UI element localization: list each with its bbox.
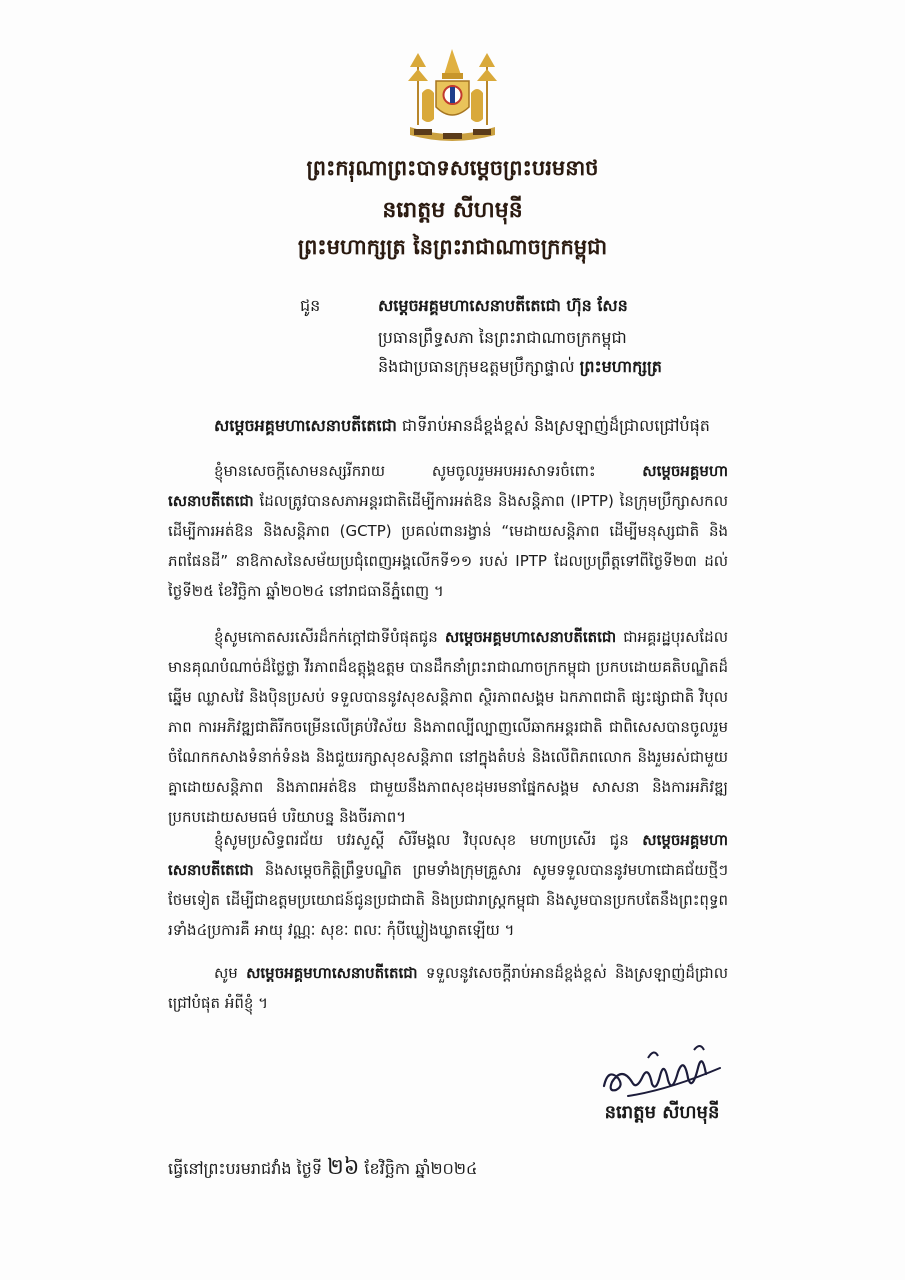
para2-honorific: សម្តេចអគ្គមហាសេនាបតីតេជោ	[444, 628, 617, 646]
para2-rest: ជាអគ្គរដ្ឋបុរសដែលមានគុណបំណាច់ដ៏ថ្លៃថ្លា វីរភាពដ៏ឧត្តុង្គឧត្តម បានដឹកនាំព្រះរាជាណាចក្រកម្ពុជា ប្រកបដោយគតិបណ្ឌិតដ៏ឆ្នើម ឈ្លាសវៃ និងប៉ិនប្រសប់ ទទួលបាននូវសុខសន្តិភាព ស្ថិរភាពសង្គម ឯកភាពជាតិ ផ្សះផ្សាជាតិ វិបុលភាព ការអភិវឌ្ឍជាតិរីកចម្រើនលើគ្រប់វិស័យ និងភាពល្បីល្បាញលើឆាកអន្តរជាតិ ជាពិសេសបានចូលរួមចំណែកកសាងទំនាក់ទំនង និងជួយរក្សាសុខសន្តិភាព នៅក្នុងតំបន់ និងលើពិភពលោក និងរួមរស់ជាមួយគ្នាដោយសន្តិភាព និងភាពអត់ឱន ជាមួយនឹងភាពសុខដុមរមនាផ្នែកសង្គម សាសនា និងការអភិវឌ្ឍប្រកបដោយសមធម៌ បរិយាបន្ន និងចីរភាព។	[168, 628, 728, 826]
to-label: ជូន	[300, 296, 321, 315]
paragraph-3	[168, 825, 728, 945]
paragraph-1	[168, 456, 728, 606]
place-date-suffix: ខែវិច្ឆិកា ឆ្នាំ២០២៤	[364, 1159, 478, 1178]
king-name: នរោត្តម សីហមុនី	[382, 198, 523, 223]
salutation-rest: ជាទីរាប់អានដ៏ខ្ពង់ខ្ពស់ និងស្រឡាញ់ដ៏ជ្រាលជ្រៅបំផុត	[401, 416, 710, 435]
para3-honorific: សម្តេចអគ្គមហាសេនាបតីតេជោ	[168, 831, 728, 879]
handwritten-signature	[598, 1038, 728, 1100]
paragraph-4	[168, 958, 728, 1020]
para3-rest: និងសម្តេចកិត្តិព្រឹទ្ធបណ្ឌិត ព្រមទាំងក្រុមគ្រួសារ សូមទទួលបាននូវមហាជោគជ័យថ្មីៗ ថែមទៀត ដើម្បីជាឧត្តមប្រយោជន៍ជូនប្រជាជាតិ និងប្រជារាស្ត្រកម្ពុជា និងសូមបានប្រកបតែនឹងព្រះពុទ្ធពរទាំង៤ប្រការគឺ អាយុ វណ្ណៈ សុខៈ ពលៈ កុំបីឃ្លៀងឃ្លាតឡើយ ។	[168, 861, 728, 939]
addressee-position2-prefix: និងជាប្រធានក្រុមឧត្តមប្រឹក្សាផ្ទាល់	[378, 357, 575, 376]
para4-honorific: សម្តេចអគ្គមហាសេនាបតីតេជោ	[246, 964, 418, 982]
salutation	[214, 415, 710, 439]
royal-emblem-icon	[400, 45, 505, 145]
addressee-position1: ប្រធានព្រឹទ្ធសភា នៃព្រះរាជាណាចក្រកម្ពុជា	[378, 328, 627, 347]
paragraph-2	[168, 622, 728, 827]
king-title-line1: ព្រះករុណាព្រះបាទសម្តេចព្រះបរមនាថ	[306, 156, 599, 180]
para1-intro: ខ្ញុំមានសេចក្តីសោមនស្សរីករាយ សូមចូលរួមអបអរសាទរចំពោះ	[214, 462, 596, 480]
para2-intro: ខ្ញុំសូមកោតសរសើរដ៏កក់ក្តៅជាទីបំផុតជូន	[214, 628, 438, 646]
para4-rest: ទទួលនូវសេចក្តីរាប់អានដ៏ខ្ពង់ខ្ពស់ និងស្រឡាញ់ដ៏ជ្រាលជ្រៅបំផុត អំពីខ្ញុំ ។	[168, 964, 728, 1012]
salutation-name: សម្តេចអគ្គមហាសេនាបតីតេជោ	[214, 416, 397, 435]
place-date-day: ២៦	[327, 1155, 360, 1180]
addressee-position2-bold: ព្រះមហាក្សត្រ	[579, 357, 662, 376]
king-title-line3: ព្រះមហាក្សត្រ នៃព្រះរាជាណាចក្រកម្ពុជា	[297, 235, 608, 259]
place-date	[168, 1153, 477, 1185]
para1-honorific: សម្តេចអគ្គមហាសេនាបតីតេជោ	[168, 462, 728, 510]
addressee-position2	[378, 356, 662, 380]
para1-rest: ដែលត្រូវបានសភាអន្តរជាតិដើម្បីការអត់ឱន និងសន្តិភាព (IPTP) នៃក្រុមប្រឹក្សាសកលដើម្បីការអត់ឱន និងសន្តិភាព (GCTP) ប្រគល់ពានរង្វាន់ “មេដាយសន្តិភាព ដើម្បីមនុស្សជាតិ និងភពផែនដី” នាឱកាសនៃសម័យប្រជុំពេញអង្គលើកទី១១ របស់ IPTP ដែលប្រព្រឹត្តទៅពីថ្ងៃទី២៣ ដល់ថ្ងៃទី២៥ ខែវិច្ឆិកា ឆ្នាំ២០២៤ នៅរាជធានីភ្នំពេញ ។	[168, 492, 728, 600]
signer-name: នរោត្តម សីហមុនី	[604, 1102, 720, 1123]
place-date-prefix: ធ្វើនៅព្រះបរមរាជវាំង ថ្ងៃទី	[168, 1159, 322, 1178]
para3-intro: ខ្ញុំសូមប្រសិទ្ធពរជ័យ បវរសួស្តី សិរីមង្គល វិបុលសុខ មហាប្រសើរ ជូន	[214, 831, 629, 849]
para4-intro: សូម	[214, 964, 238, 982]
addressee-name: សម្តេចអគ្គមហាសេនាបតីតេជោ ហ៊ុន សែន	[378, 296, 628, 315]
